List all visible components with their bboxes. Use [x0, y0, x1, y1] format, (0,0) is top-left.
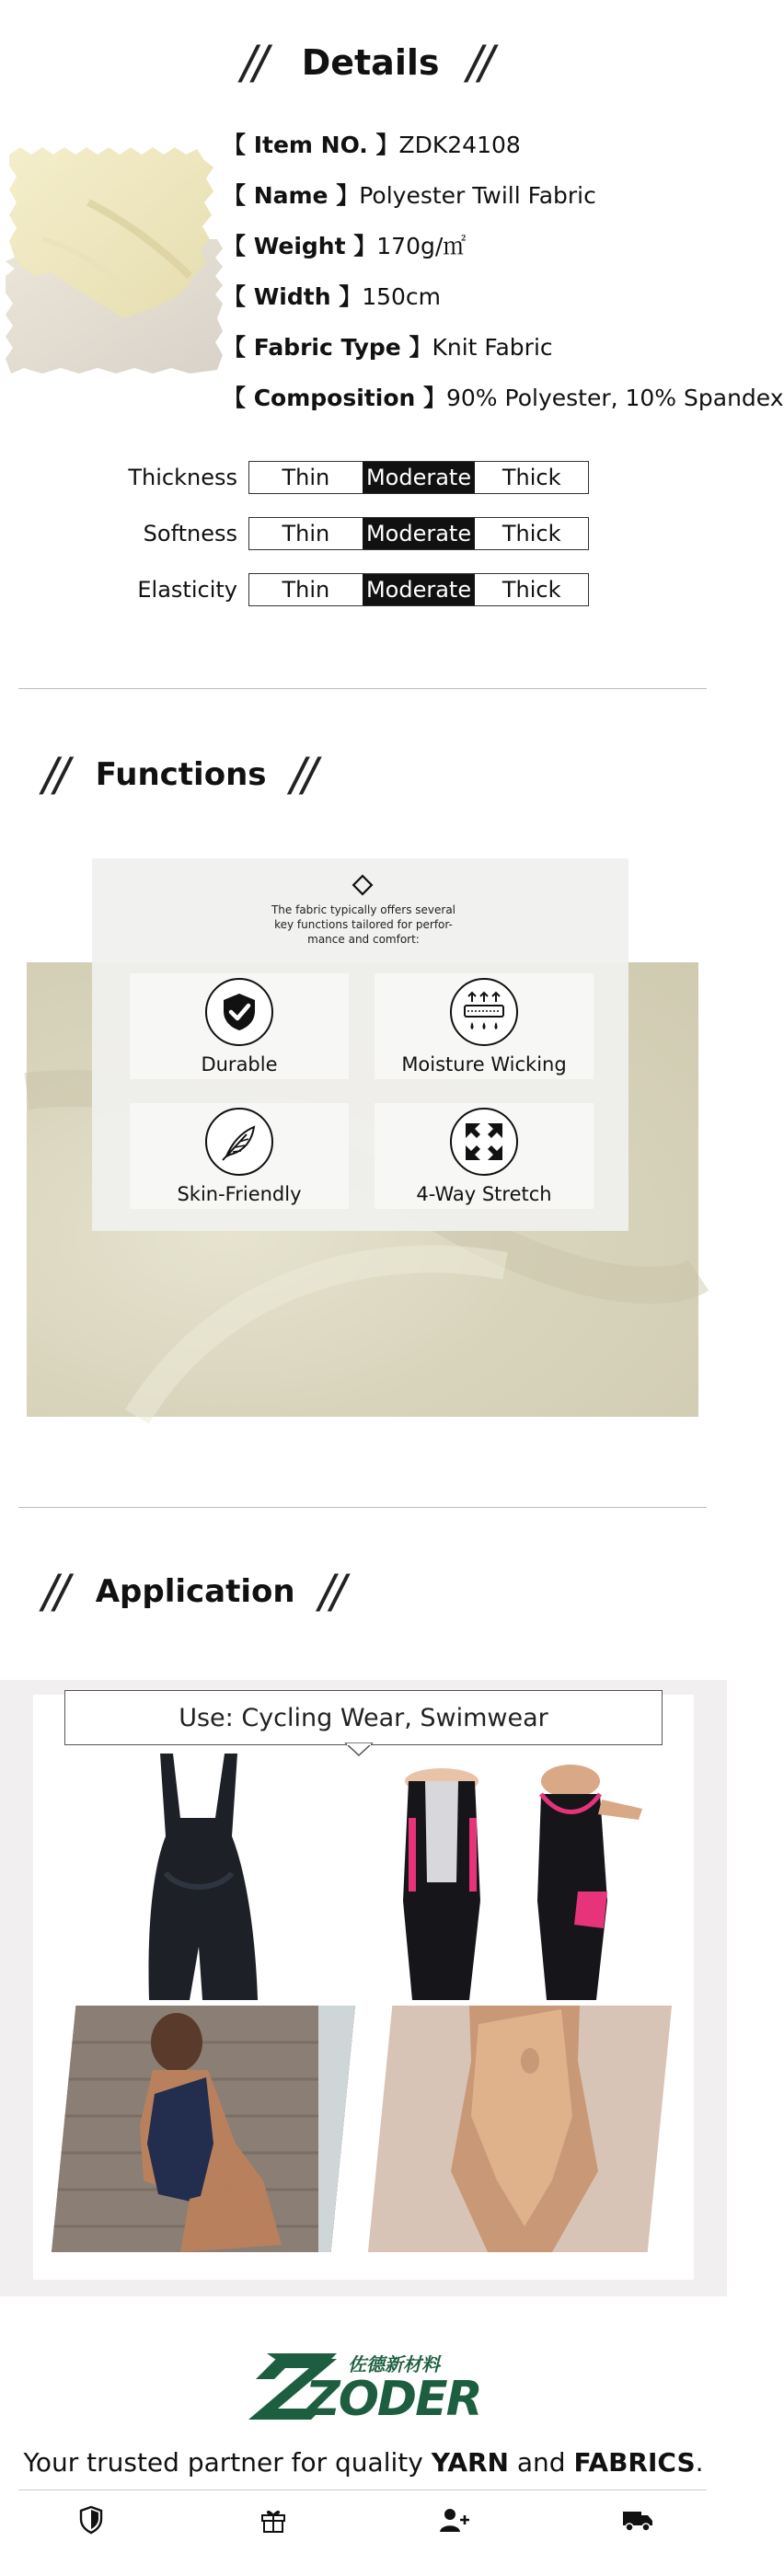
- spec-value: Polyester Twill Fabric: [359, 182, 596, 209]
- tagline-text: Your trusted partner for quality: [23, 2447, 432, 2478]
- rating-option-moderate: Moderate: [363, 518, 476, 549]
- rating-option-thin: Thin: [282, 465, 330, 490]
- spec-key: 【 Composition 】: [223, 385, 446, 411]
- tagline-text: and: [509, 2447, 574, 2478]
- spec-value: 170g/㎡: [376, 233, 467, 259]
- use-banner: [64, 1690, 663, 1745]
- rating-elasticity: [0, 573, 727, 610]
- spec-value: Knit Fabric: [432, 334, 553, 361]
- heading-slashes-left: //: [42, 1565, 66, 1618]
- moisture-wicking-icon: [450, 978, 518, 1046]
- rating-scale: [248, 517, 589, 550]
- details-heading: [241, 35, 490, 90]
- rating-label: Thickness: [128, 465, 237, 490]
- spec-key: 【 Name 】: [223, 182, 360, 209]
- rating-label: Softness: [143, 521, 237, 546]
- gift-icon[interactable]: [258, 2504, 289, 2536]
- function-card-durable: [130, 973, 349, 1079]
- application-heading: [42, 1564, 342, 1619]
- functions-heading: [42, 747, 314, 802]
- photo-navy-swimsuit: [52, 2006, 355, 2252]
- section-divider: [18, 688, 707, 689]
- brand-tagline: [0, 2447, 727, 2478]
- spec-value: 150cm: [362, 283, 442, 310]
- spec-item-no: [223, 127, 521, 160]
- banner-pointer: [346, 1743, 372, 1756]
- function-label: Skin-Friendly: [177, 1182, 302, 1205]
- function-label: 4-Way Stretch: [416, 1182, 552, 1205]
- spec-fabric-type: [223, 329, 553, 362]
- intro-line: key functions tailored for perfor-: [274, 918, 453, 931]
- rating-option-moderate: Moderate: [363, 462, 476, 493]
- spec-key: 【 Width 】: [223, 283, 363, 310]
- spec-weight: [223, 228, 466, 261]
- tagline-text: .: [695, 2447, 704, 2478]
- photo-triathlon-suits: [366, 1754, 674, 2000]
- shield-check-icon: [205, 978, 273, 1046]
- user-plus-icon[interactable]: [439, 2504, 470, 2536]
- rating-label: Elasticity: [137, 577, 237, 603]
- function-label: Moisture Wicking: [401, 1052, 567, 1075]
- function-card-skin-friendly: [130, 1103, 349, 1209]
- rating-scale: [248, 461, 589, 494]
- spec-key: 【 Weight 】: [223, 233, 377, 259]
- application-title: Application: [95, 1573, 295, 1610]
- intro-line: The fabric typically offers several: [271, 903, 456, 916]
- function-card-moisture-wicking: [375, 973, 594, 1079]
- shield-icon[interactable]: [75, 2504, 107, 2536]
- section-divider: [18, 1507, 707, 1508]
- rating-option-moderate: Moderate: [363, 574, 476, 605]
- rating-option-thin: Thin: [282, 521, 330, 546]
- function-label: Durable: [201, 1052, 278, 1075]
- rating-option-thick: Thick: [502, 465, 561, 490]
- heading-slashes-left: //: [42, 748, 66, 801]
- logo-chinese-text: 佐德新材料: [348, 2353, 440, 2375]
- rating-option-thick: Thick: [502, 521, 561, 546]
- heading-slashes-right: //: [290, 748, 315, 801]
- brand-logo: [248, 2344, 488, 2427]
- spec-width: [223, 279, 441, 312]
- heading-slashes-left: //: [241, 36, 265, 89]
- rating-scale: [248, 573, 589, 606]
- use-text: Use: Cycling Wear, Swimwear: [179, 1703, 548, 1732]
- heading-slashes-right: //: [467, 36, 491, 89]
- tagline-yarn: YARN: [431, 2447, 509, 2478]
- spec-name: [223, 178, 596, 211]
- four-way-arrows-icon: [450, 1108, 518, 1176]
- tagline-fabrics: FABRICS: [573, 2447, 696, 2478]
- feather-icon: [205, 1108, 273, 1176]
- spec-composition: [223, 380, 784, 413]
- truck-icon[interactable]: [622, 2504, 653, 2536]
- logo-text: ZODER: [306, 2372, 481, 2427]
- heading-slashes-right: //: [318, 1565, 343, 1618]
- rating-thickness: [0, 461, 727, 498]
- spec-value: ZDK24108: [398, 132, 521, 158]
- functions-title: Functions: [95, 756, 267, 793]
- rating-softness: [0, 517, 727, 554]
- function-card-4-way-stretch: [375, 1103, 594, 1209]
- spec-key: 【 Item NO. 】: [223, 132, 399, 158]
- rating-option-thin: Thin: [282, 577, 330, 603]
- spec-value: 90% Polyester, 10% Spandex: [446, 385, 784, 411]
- photo-nude-swimsuit: [368, 2006, 672, 2252]
- diamond-icon: [352, 874, 374, 896]
- fabric-swatch-image: [6, 138, 223, 377]
- functions-intro: [230, 903, 497, 947]
- spec-key: 【 Fabric Type 】: [223, 334, 432, 361]
- details-title: Details: [301, 42, 440, 83]
- rating-option-thick: Thick: [502, 577, 561, 603]
- intro-line: mance and comfort:: [307, 933, 420, 946]
- photo-cycling-bib-shorts: [52, 1754, 346, 2000]
